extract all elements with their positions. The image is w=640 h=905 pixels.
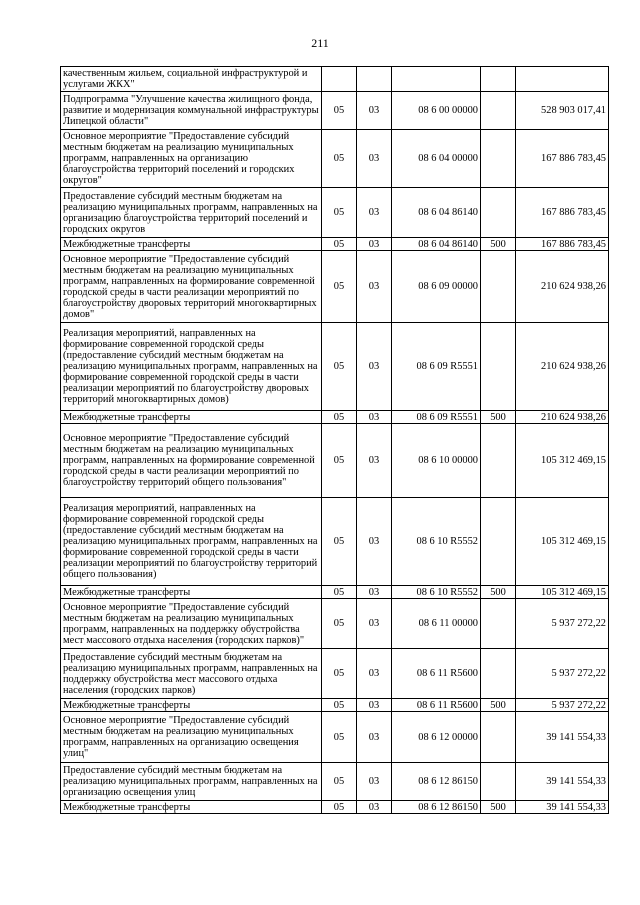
row-section: 05 bbox=[322, 323, 357, 411]
row-expense-type bbox=[481, 92, 516, 130]
table-row bbox=[61, 130, 609, 188]
row-expense-type: 500 bbox=[481, 586, 516, 599]
row-name: Предоставление субсидий местным бюджетам на реализацию муниципальных программ, направленных на организацию освещения улиц bbox=[61, 763, 322, 801]
row-amount: 210 624 938,26 bbox=[516, 323, 609, 411]
row-section: 05 bbox=[322, 586, 357, 599]
row-target-code: 08 6 09 R5551 bbox=[392, 411, 481, 424]
row-name: Основное мероприятие "Предоставление субсидий местным бюджетам на реализацию муниципальных программ, направленных на формирование современной городской среды в части реализации мероприятий по благоустройству территорий общего пользования" bbox=[61, 424, 322, 498]
row-name: Реализация мероприятий, направленных на формирование современной городской среды (предоставление субсидий местным бюджетам на реализацию муниципальных программ, направленных на формирование современной городской среды в части реализации мероприятий по благоустройству территорий общего пользования) bbox=[61, 498, 322, 586]
row-amount: 105 312 469,15 bbox=[516, 498, 609, 586]
row-expense-type bbox=[481, 649, 516, 699]
row-section: 05 bbox=[322, 92, 357, 130]
row-section: 05 bbox=[322, 763, 357, 801]
table-row bbox=[61, 411, 609, 424]
row-subsection: 03 bbox=[357, 323, 392, 411]
row-expense-type: 500 bbox=[481, 238, 516, 251]
row-target-code: 08 6 11 R5600 bbox=[392, 649, 481, 699]
row-subsection: 03 bbox=[357, 251, 392, 323]
row-subsection: 03 bbox=[357, 649, 392, 699]
row-target-code: 08 6 04 00000 bbox=[392, 130, 481, 188]
row-expense-type bbox=[481, 498, 516, 586]
row-subsection: 03 bbox=[357, 763, 392, 801]
row-target-code: 08 6 09 00000 bbox=[392, 251, 481, 323]
row-name: Межбюджетные трансферты bbox=[61, 801, 322, 814]
row-target-code: 08 6 10 00000 bbox=[392, 424, 481, 498]
budget-table bbox=[60, 66, 609, 814]
row-name: Основное мероприятие "Предоставление субсидий местным бюджетам на реализацию муниципальных программ, направленных на формирование современной городской среды в части реализации мероприятий по благоустройству дворовых территорий многоквартирных домов" bbox=[61, 251, 322, 323]
row-section: 05 bbox=[322, 424, 357, 498]
row-expense-type bbox=[481, 67, 516, 92]
row-name: Основное мероприятие "Предоставление субсидий местным бюджетам на реализацию муниципальных программ, направленных на поддержку обустройства мест массового отдыха населения (городских парков)" bbox=[61, 599, 322, 649]
row-section: 05 bbox=[322, 649, 357, 699]
row-section: 05 bbox=[322, 712, 357, 763]
row-amount: 39 141 554,33 bbox=[516, 763, 609, 801]
row-section: 05 bbox=[322, 251, 357, 323]
row-target-code: 08 6 04 86140 bbox=[392, 188, 481, 238]
table-row bbox=[61, 699, 609, 712]
row-section: 05 bbox=[322, 130, 357, 188]
row-subsection: 03 bbox=[357, 424, 392, 498]
row-section: 05 bbox=[322, 238, 357, 251]
row-amount: 105 312 469,15 bbox=[516, 586, 609, 599]
row-amount bbox=[516, 67, 609, 92]
table-row bbox=[61, 801, 609, 814]
row-expense-type bbox=[481, 130, 516, 188]
row-subsection: 03 bbox=[357, 238, 392, 251]
row-expense-type bbox=[481, 188, 516, 238]
row-name: Межбюджетные трансферты bbox=[61, 238, 322, 251]
table-row bbox=[61, 92, 609, 130]
row-amount: 105 312 469,15 bbox=[516, 424, 609, 498]
row-expense-type bbox=[481, 763, 516, 801]
row-section: 05 bbox=[322, 699, 357, 712]
row-target-code: 08 6 10 R5552 bbox=[392, 498, 481, 586]
row-subsection: 03 bbox=[357, 498, 392, 586]
table-row bbox=[61, 67, 609, 92]
row-amount: 39 141 554,33 bbox=[516, 712, 609, 763]
row-expense-type bbox=[481, 323, 516, 411]
budget-table-body bbox=[61, 67, 609, 814]
table-row bbox=[61, 586, 609, 599]
row-amount: 167 886 783,45 bbox=[516, 188, 609, 238]
row-target-code: 08 6 11 R5600 bbox=[392, 699, 481, 712]
row-amount: 167 886 783,45 bbox=[516, 238, 609, 251]
row-target-code: 08 6 12 86150 bbox=[392, 763, 481, 801]
row-section: 05 bbox=[322, 498, 357, 586]
row-name: Подпрограмма "Улучшение качества жилищного фонда, развитие и модернизация коммунальной инфраструктуры Липецкой области" bbox=[61, 92, 322, 130]
row-expense-type bbox=[481, 424, 516, 498]
table-row bbox=[61, 323, 609, 411]
row-name: Реализация мероприятий, направленных на формирование современной городской среды (предоставление субсидий местным бюджетам на реализацию муниципальных программ, направленных на формирование современной городской среды в части реализации мероприятий по благоустройству дворовых территорий многоквартирных домов) bbox=[61, 323, 322, 411]
row-amount: 5 937 272,22 bbox=[516, 599, 609, 649]
table-row bbox=[61, 238, 609, 251]
row-amount: 167 886 783,45 bbox=[516, 130, 609, 188]
row-subsection: 03 bbox=[357, 586, 392, 599]
row-expense-type bbox=[481, 251, 516, 323]
table-row bbox=[61, 424, 609, 498]
row-subsection bbox=[357, 67, 392, 92]
row-target-code: 08 6 11 00000 bbox=[392, 599, 481, 649]
row-subsection: 03 bbox=[357, 188, 392, 238]
row-amount: 5 937 272,22 bbox=[516, 699, 609, 712]
row-name: Основное мероприятие "Предоставление субсидий местным бюджетам на реализацию муниципальных программ, направленных на организацию благоустройства территорий поселений и городских округов" bbox=[61, 130, 322, 188]
row-target-code: 08 6 12 86150 bbox=[392, 801, 481, 814]
row-subsection: 03 bbox=[357, 599, 392, 649]
row-target-code: 08 6 12 00000 bbox=[392, 712, 481, 763]
row-amount: 210 624 938,26 bbox=[516, 251, 609, 323]
row-amount: 210 624 938,26 bbox=[516, 411, 609, 424]
table-row bbox=[61, 251, 609, 323]
row-name: Предоставление субсидий местным бюджетам на реализацию муниципальных программ, направленных на поддержку обустройства мест массового отдыха населения (городских парков) bbox=[61, 649, 322, 699]
row-subsection: 03 bbox=[357, 411, 392, 424]
row-name: Основное мероприятие "Предоставление субсидий местным бюджетам на реализацию муниципальных программ, направленных на организацию освещения улиц" bbox=[61, 712, 322, 763]
table-row bbox=[61, 599, 609, 649]
row-target-code bbox=[392, 67, 481, 92]
row-expense-type: 500 bbox=[481, 411, 516, 424]
row-name: Межбюджетные трансферты bbox=[61, 411, 322, 424]
row-target-code: 08 6 04 86140 bbox=[392, 238, 481, 251]
row-target-code: 08 6 10 R5552 bbox=[392, 586, 481, 599]
row-section: 05 bbox=[322, 188, 357, 238]
table-row bbox=[61, 188, 609, 238]
row-amount: 39 141 554,33 bbox=[516, 801, 609, 814]
row-section: 05 bbox=[322, 411, 357, 424]
table-row bbox=[61, 763, 609, 801]
row-target-code: 08 6 09 R5551 bbox=[392, 323, 481, 411]
row-name: Межбюджетные трансферты bbox=[61, 699, 322, 712]
row-section: 05 bbox=[322, 801, 357, 814]
row-expense-type bbox=[481, 712, 516, 763]
row-section: 05 bbox=[322, 599, 357, 649]
row-name: качественным жильем, социальной инфраструктурой и услугами ЖКХ" bbox=[61, 67, 322, 92]
row-subsection: 03 bbox=[357, 712, 392, 763]
row-amount: 528 903 017,41 bbox=[516, 92, 609, 130]
row-section bbox=[322, 67, 357, 92]
row-expense-type: 500 bbox=[481, 801, 516, 814]
row-expense-type: 500 bbox=[481, 699, 516, 712]
row-name: Предоставление субсидий местным бюджетам на реализацию муниципальных программ, направленных на организацию благоустройства территорий поселений и городских округов bbox=[61, 188, 322, 238]
table-row bbox=[61, 712, 609, 763]
row-amount: 5 937 272,22 bbox=[516, 649, 609, 699]
row-target-code: 08 6 00 00000 bbox=[392, 92, 481, 130]
row-subsection: 03 bbox=[357, 801, 392, 814]
row-subsection: 03 bbox=[357, 699, 392, 712]
table-row bbox=[61, 498, 609, 586]
page-number: 211 bbox=[311, 36, 329, 50]
row-name: Межбюджетные трансферты bbox=[61, 586, 322, 599]
row-expense-type bbox=[481, 599, 516, 649]
table-row bbox=[61, 649, 609, 699]
row-subsection: 03 bbox=[357, 130, 392, 188]
row-subsection: 03 bbox=[357, 92, 392, 130]
